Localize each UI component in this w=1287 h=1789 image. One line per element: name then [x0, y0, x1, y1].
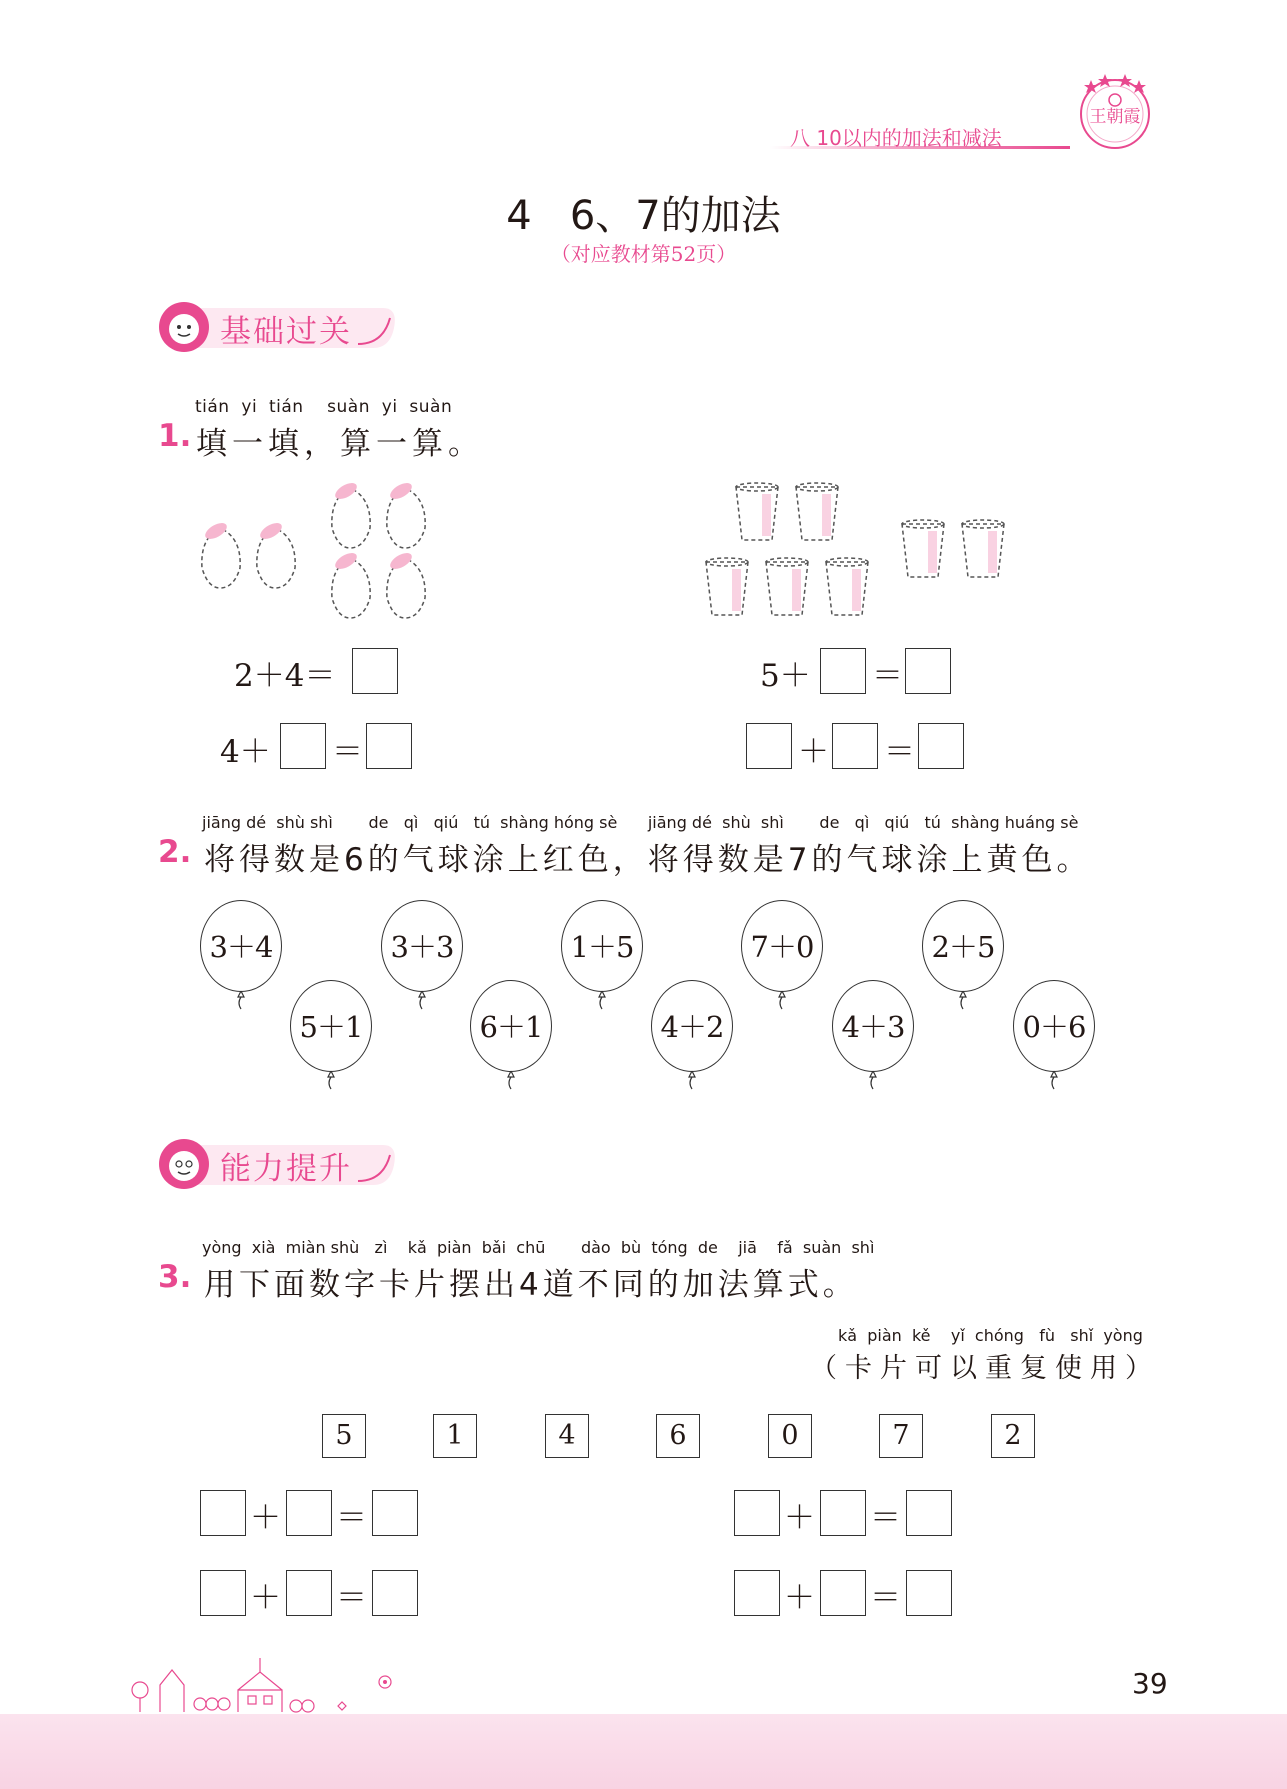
- answer-box[interactable]: [200, 1490, 246, 1536]
- answer-box[interactable]: [734, 1570, 780, 1616]
- plus-sign: ＋: [250, 1500, 281, 1536]
- answer-box[interactable]: [906, 1570, 952, 1616]
- section-header-basic: [158, 298, 403, 356]
- q1-right-equation-2-part-b: ＝: [884, 734, 915, 770]
- number-card: 1: [433, 1414, 477, 1458]
- balloon-expression: 7＋0: [750, 930, 814, 964]
- q1-pinyin: tián yi tián suàn yi suàn: [195, 397, 453, 417]
- balloon-expression: 2＋5: [931, 930, 995, 964]
- header-unit-title: 八 10以内的加法和减法: [790, 126, 1002, 150]
- balloon-strings: [0, 990, 1287, 1110]
- publisher-logo: [1075, 70, 1155, 150]
- page-number: 39: [1132, 1667, 1168, 1700]
- q2-number: 2.: [158, 834, 192, 870]
- plus-sign: ＋: [784, 1500, 815, 1536]
- balloon[interactable]: [200, 900, 282, 992]
- answer-box[interactable]: [286, 1490, 332, 1536]
- lesson-subtitle: （对应教材第52页）: [550, 242, 737, 266]
- q1-left-equation-1: 2＋4＝: [234, 658, 336, 694]
- answer-box[interactable]: [906, 1490, 952, 1536]
- balloon[interactable]: [381, 900, 463, 992]
- number-card: 2: [991, 1414, 1035, 1458]
- answer-box[interactable]: [372, 1490, 418, 1536]
- balloon-expression: 4＋2: [660, 1010, 724, 1044]
- answer-box[interactable]: [820, 1490, 866, 1536]
- q1-text: 填一填，算一算。: [196, 426, 484, 462]
- answer-box[interactable]: [352, 648, 398, 694]
- header-unit-bar: [770, 122, 1080, 150]
- section-header-advanced: [158, 1135, 403, 1193]
- q3-note-pinyin: kǎ piàn kě yǐ chóng fù shǐ yòng: [838, 1326, 1143, 1345]
- answer-box[interactable]: [200, 1570, 246, 1616]
- q1-right-equation-2-part-a: ＋: [798, 734, 829, 770]
- answer-box[interactable]: [918, 723, 964, 769]
- balloon-expression: 5＋1: [299, 1010, 363, 1044]
- balloon-expression: 4＋3: [841, 1010, 905, 1044]
- cup-icon: [700, 482, 1020, 622]
- logo-text: 王朝霞: [1089, 107, 1141, 127]
- answer-box[interactable]: [734, 1490, 780, 1536]
- pear-icon: [190, 478, 450, 628]
- lesson-title: 4 6、7的加法: [506, 193, 781, 239]
- answer-box[interactable]: [286, 1570, 332, 1616]
- number-card: 0: [768, 1414, 812, 1458]
- balloon[interactable]: [741, 900, 823, 992]
- cups-illustration: [700, 482, 1020, 622]
- balloon[interactable]: [561, 900, 643, 992]
- number-card: 5: [322, 1414, 366, 1458]
- equals-sign: ＝: [336, 1580, 367, 1616]
- q1-left-equation-2-part-b: ＝: [332, 734, 363, 770]
- section-title-advanced: 能力提升: [220, 1151, 352, 1187]
- balloon-expression: 0＋6: [1022, 1010, 1086, 1044]
- q3-number: 3.: [158, 1259, 192, 1295]
- answer-box[interactable]: [905, 648, 951, 694]
- equals-sign: ＝: [870, 1500, 901, 1536]
- footer-decoration: [120, 1650, 410, 1720]
- number-card: 4: [545, 1414, 589, 1458]
- q3-text: 用下面数字卡片摆出4道不同的加法算式。: [204, 1267, 858, 1303]
- balloon-expression: 1＋5: [570, 930, 634, 964]
- town-illustration-icon: [120, 1650, 410, 1720]
- number-card: 6: [656, 1414, 700, 1458]
- q2-text: 将得数是6的气球涂上红色，将得数是7的气球涂上黄色。: [204, 842, 1092, 878]
- plus-sign: ＋: [784, 1580, 815, 1616]
- answer-box[interactable]: [832, 723, 878, 769]
- plus-sign: ＋: [250, 1580, 281, 1616]
- number-card: 7: [879, 1414, 923, 1458]
- q3-note: （卡片可以重复使用）: [810, 1353, 1160, 1384]
- q1-right-equation-1-part-b: ＝: [872, 658, 903, 694]
- q1-left-equation-2-part-a: 4＋: [220, 734, 271, 770]
- equals-sign: ＝: [870, 1580, 901, 1616]
- answer-box[interactable]: [820, 648, 866, 694]
- small-flower-icon: [375, 1672, 395, 1692]
- answer-box[interactable]: [280, 723, 326, 769]
- pears-illustration: [190, 478, 450, 628]
- q3-pinyin: yòng xià miàn shù zì kǎ piàn bǎi chū dào bù tóng de jiā fǎ suàn shì: [202, 1238, 875, 1257]
- balloon-expression: 6＋1: [479, 1010, 543, 1044]
- answer-box[interactable]: [366, 723, 412, 769]
- q1-number: 1.: [158, 418, 192, 454]
- q2-pinyin: jiāng dé shù shì de qì qiú tú shàng hóng sè jiāng dé shù shì de qì qiú tú shàng huáng sè: [202, 813, 1079, 832]
- balloon-expression: 3＋4: [209, 930, 273, 964]
- answer-box[interactable]: [746, 723, 792, 769]
- balloon-expression: 3＋3: [390, 930, 454, 964]
- equals-sign: ＝: [336, 1500, 367, 1536]
- answer-box[interactable]: [820, 1570, 866, 1616]
- answer-box[interactable]: [372, 1570, 418, 1616]
- q1-right-equation-1-part-a: 5＋: [760, 658, 811, 694]
- section-title-basic: 基础过关: [220, 314, 352, 350]
- balloon[interactable]: [922, 900, 1004, 992]
- footer-band: [0, 1714, 1287, 1789]
